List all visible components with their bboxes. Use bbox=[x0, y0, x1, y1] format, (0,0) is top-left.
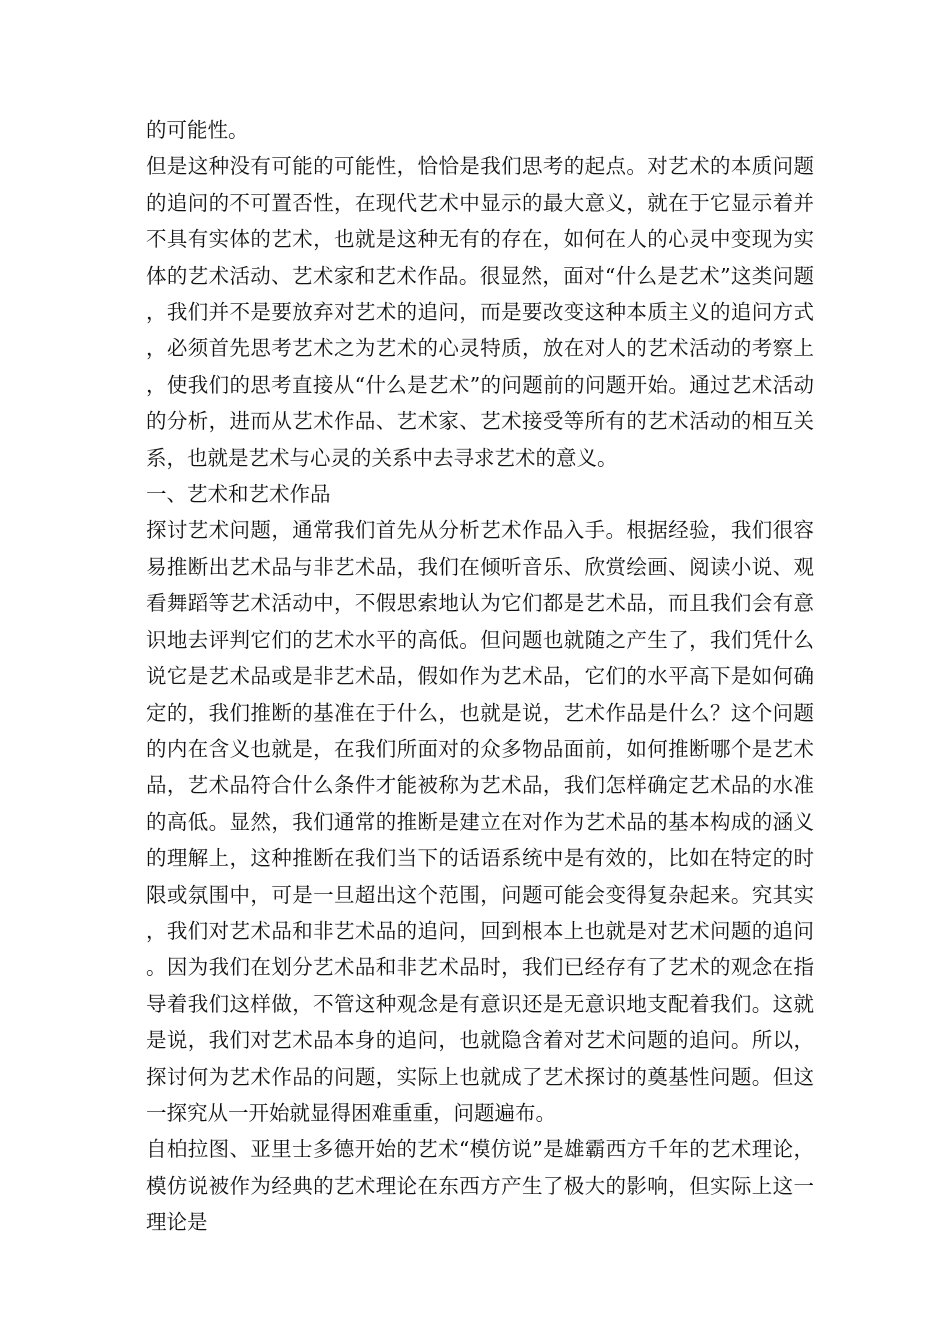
paragraph-continuation: 的可能性。 bbox=[146, 118, 249, 142]
document-body bbox=[146, 112, 814, 1241]
section-heading: 一、艺术和艺术作品 bbox=[146, 482, 331, 507]
paragraph-mimesis: 自柏拉图、亚里士多德开始的艺术“模仿说”是雄霸西方千年的艺术理论，模仿说被作为经典的艺术理论在东西方产生了极大的影响，但实际上这一理论是 bbox=[146, 1137, 814, 1235]
paragraph-starting-point: 但是这种没有可能的可能性，恰恰是我们思考的起点。对艺术的本质问题的追问的不可置否性，在现代艺术中显示的最大意义，就在于它显示着并不具有实体的艺术，也就是这种无有的存在，如何在人的心灵中变现为实体的艺术活动、艺术家和艺术作品。很显然，面对“什么是艺术”这类问题，我们并不是要放弃对艺术的追问，而是要改变这种本质主义的追问方式，必须首先思考艺术之为艺术的心灵特质，放在对人的艺术活动的考察上，使我们的思考直接从“什么是艺术”的问题前的问题开始。通过艺术活动的分析，进而从艺术作品、艺术家、艺术接受等所有的艺术活动的相互关系，也就是艺术与心灵的关系中去寻求艺术的意义。 bbox=[146, 154, 814, 470]
paragraph-art-works: 探讨艺术问题，通常我们首先从分析艺术作品入手。根据经验，我们很容易推断出艺术品与非艺术品，我们在倾听音乐、欣赏绘画、阅读小说、观看舞蹈等艺术活动中，不假思索地认为它们都是艺术品，而且我们会有意识地去评判它们的艺术水平的高低。但问题也就随之产生了，我们凭什么说它是艺术品或是非艺术品，假如作为艺术品，它们的水平高下是如何确定的，我们推断的基准在于什么，也就是说，艺术作品是什么？这个问题的内在含义也就是，在我们所面对的众多物品面前，如何推断哪个是艺术品，艺术品符合什么条件才能被称为艺术品，我们怎样确定艺术品的水准的高低。显然，我们通常的推断是建立在对作为艺术品的基本构成的涵义的理解上，这种推断在我们当下的话语系统中是有效的，比如在特定的时限或氛围中，可是一旦超出这个范围，问题可能会变得复杂起来。究其实，我们对艺术品和非艺术品的追问，回到根本上也就是对艺术问题的追问。因为我们在划分艺术品和非艺术品时，我们已经存有了艺术的观念在指导着我们这样做，不管这种观念是有意识还是无意识地支配着我们。这就是说，我们对艺术品本身的追问，也就隐含着对艺术问题的追问。所以，探讨何为艺术作品的问题，实际上也就成了艺术探讨的奠基性问题。但这一探究从一开始就显得困难重重，问题遍布。 bbox=[146, 518, 814, 1125]
